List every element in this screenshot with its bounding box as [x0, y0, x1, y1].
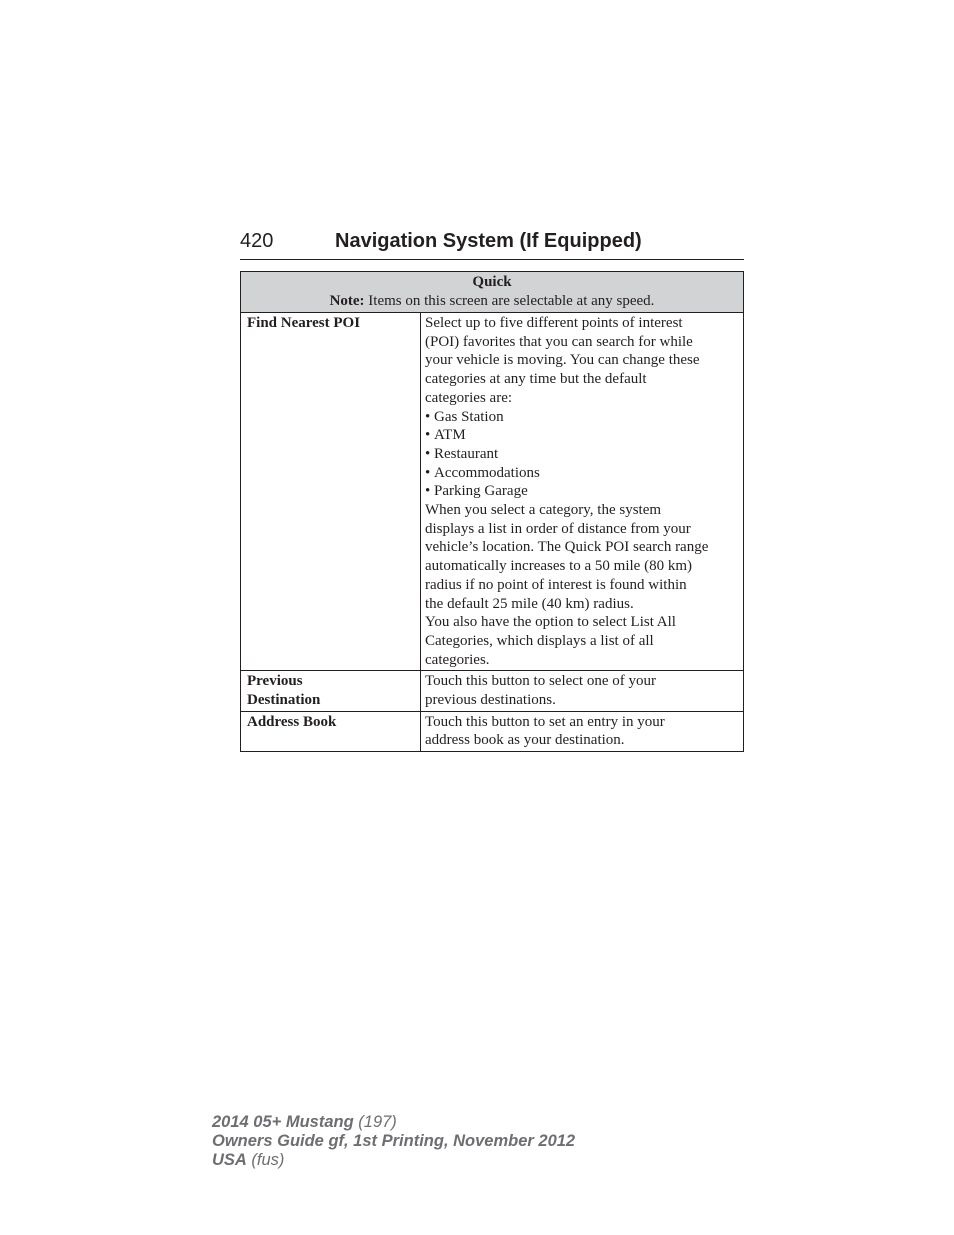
- desc-line: categories are:: [425, 389, 513, 406]
- label-line: Destination: [247, 692, 321, 709]
- footer-line-3: [212, 1151, 575, 1170]
- bullet-item: • ATM: [425, 426, 737, 445]
- table-note: [247, 292, 737, 311]
- footer-model-code: (197): [353, 1113, 397, 1131]
- footer-line-2: [212, 1132, 575, 1151]
- note-label: Note:: [329, 292, 365, 309]
- table-heading: Quick: [472, 274, 512, 290]
- desc-line: vehicle’s location. The Quick POI search range: [425, 539, 709, 556]
- desc-line: (POI) favorites that you can search for while: [425, 333, 693, 350]
- footer-line-1: [212, 1113, 575, 1132]
- bullet-item: • Accommodations: [425, 464, 737, 483]
- desc-line: categories at any time but the default: [425, 371, 647, 388]
- quick-menu-table: [240, 271, 744, 752]
- footer-market: USA: [212, 1151, 247, 1169]
- desc-line: Select up to five different points of interest: [425, 315, 683, 331]
- bullet-item: • Restaurant: [425, 445, 737, 464]
- row-desc-address-book: [421, 711, 744, 751]
- desc-line: Touch this button to select one of your: [425, 673, 656, 690]
- footer-model: 2014 05+ Mustang: [212, 1113, 354, 1131]
- row-label-previous-destination: [241, 671, 421, 711]
- row-label-find-nearest-poi: Find Nearest POI: [241, 313, 421, 671]
- desc-line: your vehicle is moving. You can change these: [425, 352, 700, 369]
- desc-line: When you select a category, the system: [425, 502, 662, 519]
- desc-line: previous destinations.: [425, 692, 556, 709]
- table-row: [241, 313, 744, 671]
- row-label-address-book: Address Book: [241, 711, 421, 751]
- page-footer: [212, 1113, 575, 1170]
- note-text: Items on this screen are selectable at any speed.: [364, 292, 655, 309]
- bullet-item: • Gas Station: [425, 408, 737, 427]
- row-desc-previous-destination: [421, 671, 744, 711]
- section-title: Navigation System (If Equipped): [335, 230, 642, 252]
- page-number: 420: [240, 230, 274, 252]
- page-header: [240, 229, 744, 260]
- footer-printing: Owners Guide gf, 1st Printing, November 2012: [212, 1132, 576, 1150]
- bullet-item: • Parking Garage: [425, 482, 737, 501]
- table-row: [241, 711, 744, 751]
- table-header: [241, 272, 744, 313]
- label-line: Previous: [247, 673, 303, 690]
- footer-market-code: (fus): [246, 1151, 285, 1169]
- table-row: [241, 671, 744, 711]
- desc-line: categories.: [425, 651, 490, 668]
- desc-line: displays a list in order of distance from your: [425, 520, 691, 537]
- desc-line: Categories, which displays a list of all: [425, 632, 654, 649]
- desc-line: address book as your destination.: [425, 732, 625, 749]
- table-header-row: [241, 272, 744, 313]
- desc-line: automatically increases to a 50 mile (80 km): [425, 558, 692, 575]
- row-desc-find-nearest-poi: [421, 313, 744, 671]
- desc-line: You also have the option to select List All: [425, 614, 676, 631]
- desc-line: the default 25 mile (40 km) radius.: [425, 595, 634, 612]
- desc-line: Touch this button to set an entry in your: [425, 713, 665, 730]
- desc-line: radius if no point of interest is found within: [425, 576, 687, 593]
